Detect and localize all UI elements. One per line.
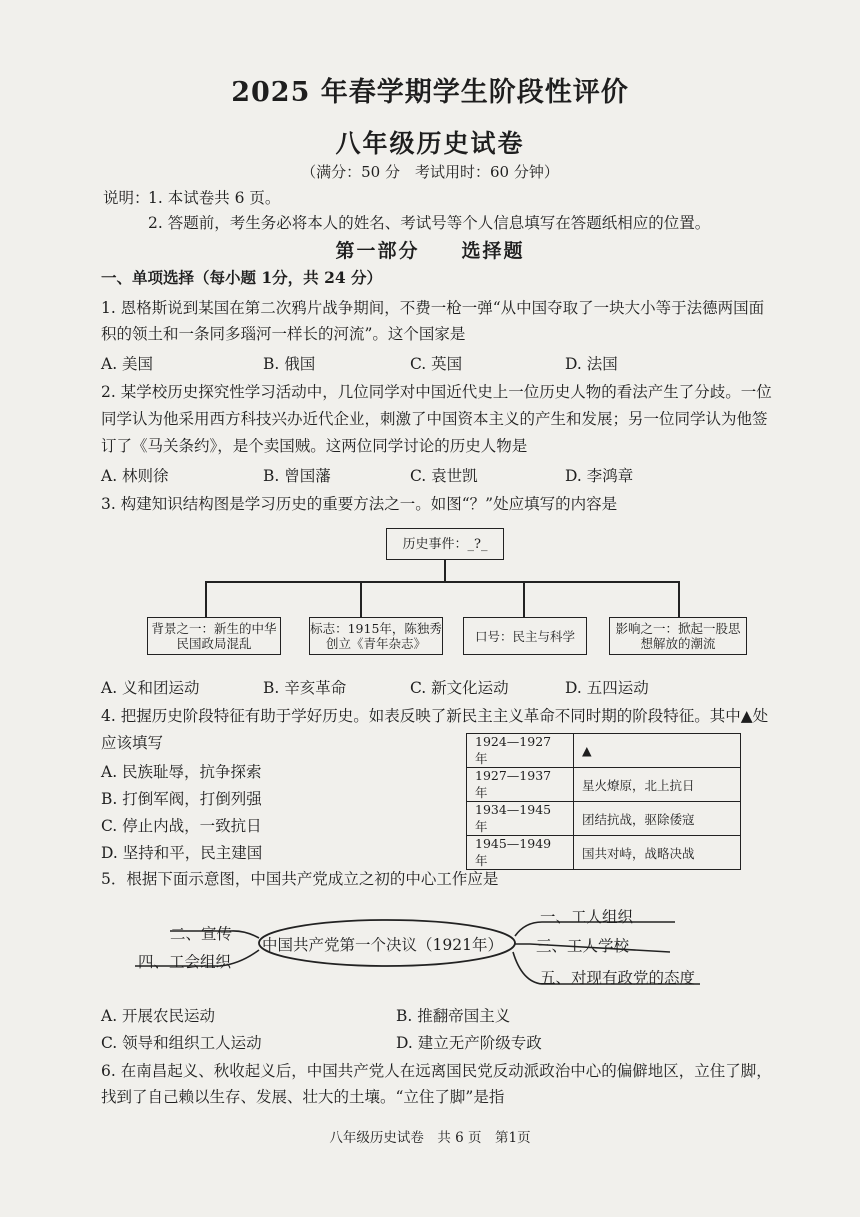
q2-line: 订了《马关条约》，是个卖国贼。这两位同学讨论的历史人物是 xyxy=(101,437,528,455)
q5-option-c: C. 领导和组织工人运动 xyxy=(101,1034,262,1052)
diagram-connector xyxy=(360,581,362,619)
q1-option-b: B. 俄国 xyxy=(263,355,316,373)
q2-option-c: C. 袁世凯 xyxy=(410,467,478,485)
table-cell-period: 1924—1927 年 xyxy=(467,734,574,768)
q1-line: 1. 恩格斯说到某国在第二次鸦片战争期间，不费一枪一弹“从中国夺取了一块大小等于法德两国面 xyxy=(101,299,765,317)
q1-option-a: A. 美国 xyxy=(101,355,154,373)
diagram-connector xyxy=(205,581,679,583)
q6-line: 6. 在南昌起义、秋收起义后，中国共产党人在远离国民党反动派政治中心的偏僻地区，立住了脚， xyxy=(101,1062,772,1080)
q5-option-d: D. 建立无产阶级专政 xyxy=(396,1034,542,1052)
q5-option-b: B. 推翻帝国主义 xyxy=(396,1007,511,1025)
q1-option-d: D. 法国 xyxy=(565,355,618,373)
q4-option-d: D. 坚持和平，民主建国 xyxy=(101,844,263,862)
mind-map-left-item: 二、宣传 xyxy=(170,925,233,943)
diagram-child-box: 影响之一：掀起一股思想解放的潮流 xyxy=(609,617,747,655)
q2-line: 2. 某学校历史探究性学习活动中，几位同学对中国近代史上一位历史人物的看法产生了分歧。一位 xyxy=(101,383,772,401)
q3-option-b: B. 辛亥革命 xyxy=(263,679,347,697)
table-cell-period: 1945—1949 年 xyxy=(467,836,574,870)
note-item: 2. 答题前，考生务必将本人的姓名、考试号等个人信息填写在答题纸相应的位置。 xyxy=(148,214,711,232)
diagram-child-box: 标志：1915年，陈独秀创立《青年杂志》 xyxy=(309,617,443,655)
q4-line: 应该填写 xyxy=(101,734,164,752)
q4-option-b: B. 打倒军阀，打倒列强 xyxy=(101,790,262,808)
q5-line: 5．根据下面示意图，中国共产党成立之初的中心工作应是 xyxy=(101,870,499,888)
table-cell-feature: 国共对峙，战略决战 xyxy=(574,836,741,870)
note-item: 1. 本试卷共 6 页。 xyxy=(148,189,281,207)
diagram-connector xyxy=(205,581,207,619)
era-table xyxy=(466,733,741,870)
exam-subtitle: 八年级历史试卷 xyxy=(335,129,525,158)
table-row xyxy=(467,768,741,802)
q2-line: 同学认为他采用西方科技兴办近代企业，刺激了中国资本主义的产生和发展；另一位同学认为他签 xyxy=(101,410,768,428)
part-heading: 一、单项选择（每小题 1分，共 24 分） xyxy=(101,268,383,287)
table-row xyxy=(467,802,741,836)
q6-line: 找到了自己赖以生存、发展、壮大的土壤。“立住了脚”是指 xyxy=(101,1088,505,1106)
mind-map-center: 中国共产党第一个决议（1921年） xyxy=(262,936,503,954)
q2-option-a: A. 林则徐 xyxy=(101,467,169,485)
table-row xyxy=(467,836,741,870)
notes-label: 说明： xyxy=(103,189,150,207)
page-footer: 八年级历史试卷 共 6 页 第1页 xyxy=(329,1130,531,1146)
mind-map-right-item: 五、对现有政党的态度 xyxy=(540,969,696,987)
q4-line: 4. 把握历史阶段特征有助于学好历史。如表反映了新民主主义革命不同时期的阶段特征。其中▲处 xyxy=(101,707,769,725)
table-cell-feature: 团结抗战，驱除倭寇 xyxy=(574,802,741,836)
exam-title: 2025 年春学期学生阶段性评价 xyxy=(231,77,629,108)
mind-map-right-item: 三、工人学校 xyxy=(536,937,630,955)
q1-option-c: C. 英国 xyxy=(410,355,463,373)
diagram-connector xyxy=(444,560,446,582)
diagram-child-box: 口号：民主与科学 xyxy=(463,617,587,655)
table-cell-period: 1934—1945 年 xyxy=(467,802,574,836)
diagram-child-box: 背景之一：新生的中华民国政局混乱 xyxy=(147,617,281,655)
mind-map-right-item: 一、工人组织 xyxy=(540,908,634,926)
diagram-connector xyxy=(678,581,680,619)
q3-option-a: A. 义和团运动 xyxy=(101,679,200,697)
q3-option-c: C. 新文化运动 xyxy=(410,679,509,697)
table-cell-feature: ▲ xyxy=(574,734,741,768)
diagram-root-box: 历史事件：_?_ xyxy=(386,528,504,560)
q3-line: 3. 构建知识结构图是学习历史的重要方法之一。如图“？”处应填写的内容是 xyxy=(101,495,618,513)
diagram-connector xyxy=(523,581,525,619)
table-row xyxy=(467,734,741,768)
q4-option-a: A. 民族耻辱，抗争探索 xyxy=(101,763,262,781)
q2-option-b: B. 曾国藩 xyxy=(263,467,331,485)
table-cell-feature: 星火燎原，北上抗日 xyxy=(574,768,741,802)
q4-option-c: C. 停止内战，一致抗日 xyxy=(101,817,262,835)
table-cell-period: 1927—1937 年 xyxy=(467,768,574,802)
q2-option-d: D. 李鸿章 xyxy=(565,467,634,485)
q1-line: 积的领土和一条同多瑙河一样长的河流”。这个国家是 xyxy=(101,325,466,343)
score-line: （满分：50 分 考试用时：60 分钟） xyxy=(301,163,559,181)
mind-map-left-item: 四、工会组织 xyxy=(138,953,232,971)
q3-option-d: D. 五四运动 xyxy=(565,679,649,697)
q5-option-a: A. 开展农民运动 xyxy=(101,1007,216,1025)
section-title: 第一部分 选择题 xyxy=(335,240,525,262)
